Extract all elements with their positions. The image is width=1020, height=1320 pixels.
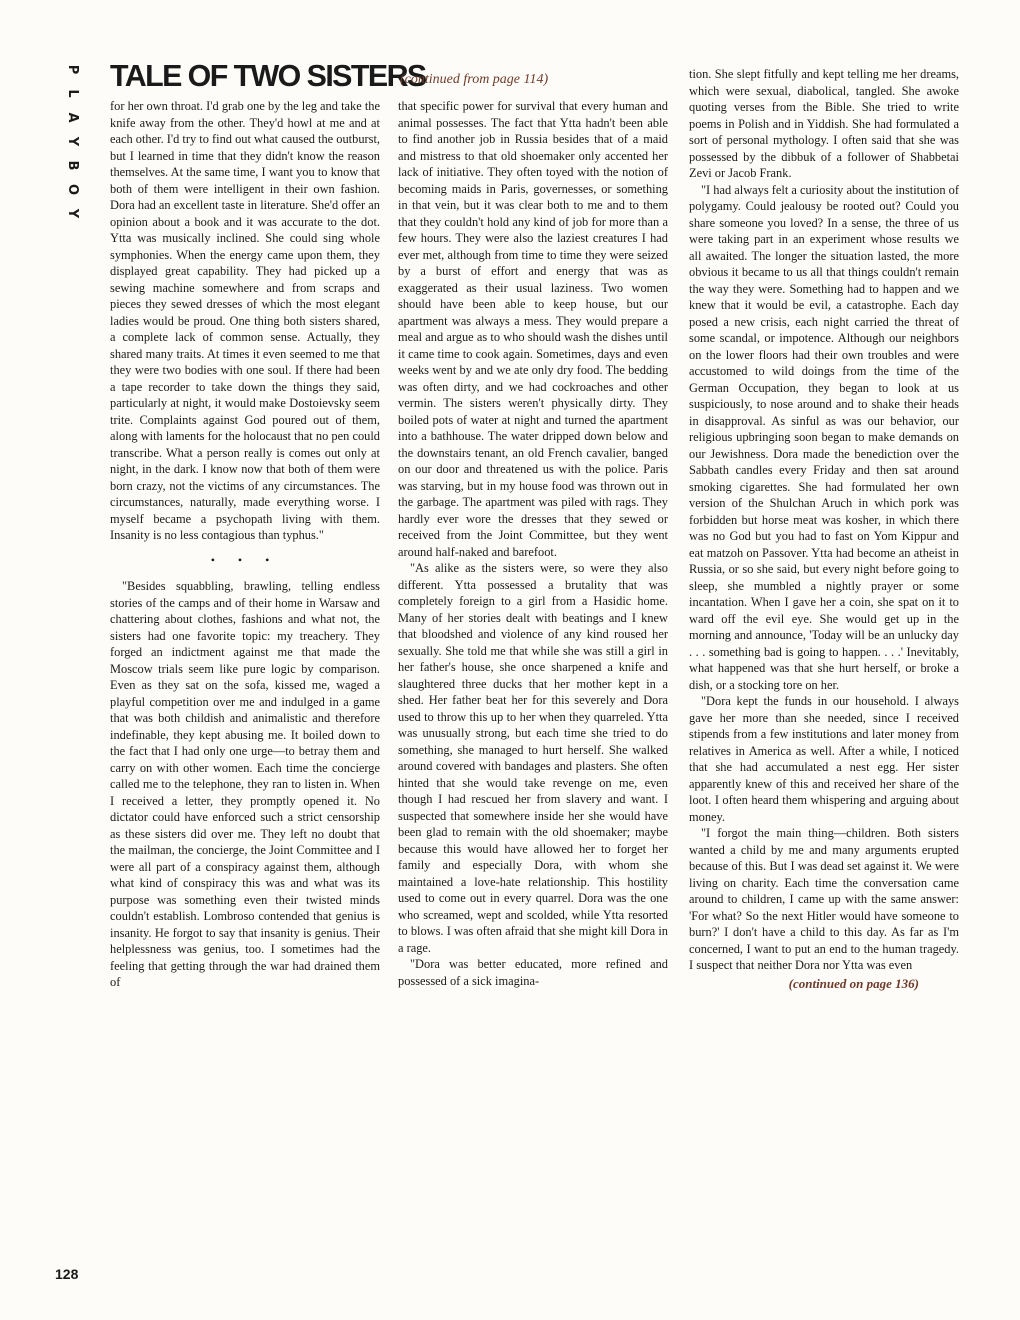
section-break: • • • [210,552,280,567]
paragraph: that specific power for survival that every human and animal possesses. The fact that Ytta hadn't been able to find another job in Russia besides that of a maid and mistress to that old shoemaker only accented her lack of initiative. They often toyed with the notion of becoming maids in Paris, governesses, or something in that vein, but it was clear both to me and to them that they couldn't hold any kind of job for more than a few hours. They were also the laziest creatures I had ever met, although from time to time they were seized by a burst of effort and energy that was as exaggerated as their usual laziness. Two women should have been able to keep house, but our apartment was always a mess. They would prepare a meal and argue as to who should wash the dishes until it came time to cook again. Sometimes, days and even weeks went by and we ate only dry food. The bedding was often dirty, and we had cockroaches and other vermin. The sisters weren't physically dirty. They boiled pots of water at night and turned the apartment into a bathhouse. The water dripped down below and the downstairs tenant, an old French cavalier, banged on our door and threatened us with the police. Paris was starving, but in my house food was thrown out in the garbage. The apartment was piled with rags. They hardly ever wore the dresses that they sewed or received from the Joint Committee, but they went around half-naked and barefoot. [398,99,668,559]
magazine-masthead: P L A Y B O Y [65,64,80,220]
article-title: TALE OF TWO SISTERS [110,58,426,93]
continued-from-note: (continued from page 114) [400,72,549,87]
paragraph: "Dora kept the funds in our household. I always gave her more than she needed, since I received stipends from a few institutions and later money from relatives in America as well. After a while, I noticed that she had accumulated a nest egg. Her sister apparently knew of this and received her share of the loot. I often heard them whispering and arguing about money. [689,694,959,824]
text-column-1 [110,98,380,991]
paragraph: "Besides squabbling, brawling, telling endless stories of the camps and of their home in Warsaw and chattering about clothes, fashions and what not, the sisters had one favorite topic: my treachery. They forged an indictment against me that made the Moscow trials seem like pure logic by comparison. Even as they sat on the sofa, kissed me, waged a playful competition over me and indulged in a game that was both childish and animalistic and therefore indefinable, they kept abusing me. It boiled down to the fact that I had only one urge—to betray them and carry on with other women. Each time the concierge called me to the telephone, they ran to listen in. When I received a letter, they promptly opened it. No dictator could have enforced such a strict censorship as these sisters did over me. They left no doubt that the mailman, the concierge, the Joint Committee and I were all part of a conspiracy against them, although what kind of conspiracy this was and what was its purpose was something even their twisted minds couldn't establish. Lombroso contended that genius is insanity. He forgot to say that insanity is genius. Their helplessness was genius, too. I sometimes had the feeling that getting through the war had drained them of [110,579,380,989]
paragraph: "As alike as the sisters were, so were they also different. Ytta possessed a brutality that was completely foreign to a girl from a Hasidic home. Many of her stories dealt with beatings and I knew that bloodshed and violence of any kind roused her sexually. She told me that while she was still a girl in her father's house, she once sharpened a knife and slaughtered three ducks that her mother kept in a shed. Her father beat her for this severely and Dora used to throw this up to her when they quarreled. Ytta was unusually strong, but each time she tried to do something, she managed to hurt herself. She walked around covered with bandages and plasters. She often hinted that she would take revenge on me, even though I had rescued her from slavery and want. I suspected that somewhere inside her she would have been glad to remain with the old shoemaker; maybe because this would have allowed her to forget her family and especially Dora, with whom she maintained a love-hate relationship. This hostility used to come out in every quarrel. Dora was the one who screamed, wept and scolded, while Ytta resorted to blows. I was often afraid that she might kill Dora in a rage. [398,561,668,955]
paragraph: "I had always felt a curiosity about the institution of polygamy. Could jealousy be rooted out? Could you share someone you loved? In a sense, the three of us were taking part in an experiment whose results we all awaited. The longer the situation lasted, the more obvious it became to us all that things couldn't remain the way they were. Something had to happen and we knew that it would be evil, a catastrophe. Each day posed a new crisis, each night carried the threat of some scandal, or impotence. Although our neighbors on the lower floors had their own troubles and were accustomed to wild doings from the time of the German Occupation, they began to look at us suspiciously, to nose around and to shake their heads in disapproval. As sinful as was our behavior, our religious upbringing soon began to make demands on our Jewishness. Dora made the benediction over the Sabbath candles every Friday and then sat around smoking cigarettes. She had formulated her own version of the Shulchan Aruch in which pork was forbidden but horse meat was kosher, in which there was no God but you had to fast on Yom Kippur and eat matzoh on Passover. Ytta had become an atheist in Russia, or so she said, but every night before going to sleep, she mumbled a nightly prayer or some incantation. When I gave her a coin, she spat on it to ward off the evil eye. She would get up in the morning and announce, 'Today will be an unlucky day . . . something bad is going to happen. . . .' Inevitably, what happened was that she hurt herself, or broke a dish, or a stocking tore on her. [689,182,959,692]
text-column-3 [689,66,959,992]
continued-on-note: (continued on page 136) [788,975,919,991]
text-column-2 [398,98,668,989]
paragraph: for her own throat. I'd grab one by the leg and take the knife away from the other. They'd howl at me and at each other. I'd try to find out what caused the outburst, but I learned in time that they didn't know the reason themselves. At the same time, I want you to know that both of them were intelligent in their own fashion. Dora had an excellent taste in literature. She'd offer an opinion about a book and it was accurate to the dot. Ytta was musically inclined. She could sing whole symphonies. When the energy came upon them, they displayed great capability. They had picked up a sewing machine somewhere and from scraps and pieces they sewed dresses of which the most elegant ladies would be proud. One thing both sisters shared, a complete lack of common sense. Actually, they shared many traits. At times it even seemed to me that they were two bodies with one soul. If there had been a tape recorder to take down the things they said, particularly at night, it would make Dostoievsky seem trite. Complaints against God poured out of them, along with laments for the holocaust that no pen could transcribe. What a person really is comes out only at night, in the dark. I know now that both of them were born crazy, not the victims of any circumstances. The circumstances, naturally, made everything worse. I myself became a psychopath living with them. Insanity is no less contagious than typhus." [110,99,380,542]
page-number: 128 [55,1266,79,1282]
paragraph: "I forgot the main thing—children. Both sisters wanted a child by me and many arguments erupted because of this. But I was dead set against it. We were living on charity. Each time the conversation came around to children, I came up with the same answer: 'For what? So the next Hitler would have someone to burn?' I don't have a child to this day. As far as I'm concerned, I want to put an end to the human tragedy. I suspect that neither Dora nor Ytta was even [689,826,959,972]
paragraph: "Dora was better educated, more refined and possessed of a sick imagina- [398,957,668,988]
paragraph: tion. She slept fitfully and kept telling me her dreams, which were sexual, diabolical, tangled. She awoke quoting verses from the Bible. She tried to write poems in Polish and in Yiddish. She had formulated a sort of personal mythology. I often said that she was possessed by the dibbuk of a follower of Shabbetai Zevi or Jacob Frank. [689,67,959,180]
